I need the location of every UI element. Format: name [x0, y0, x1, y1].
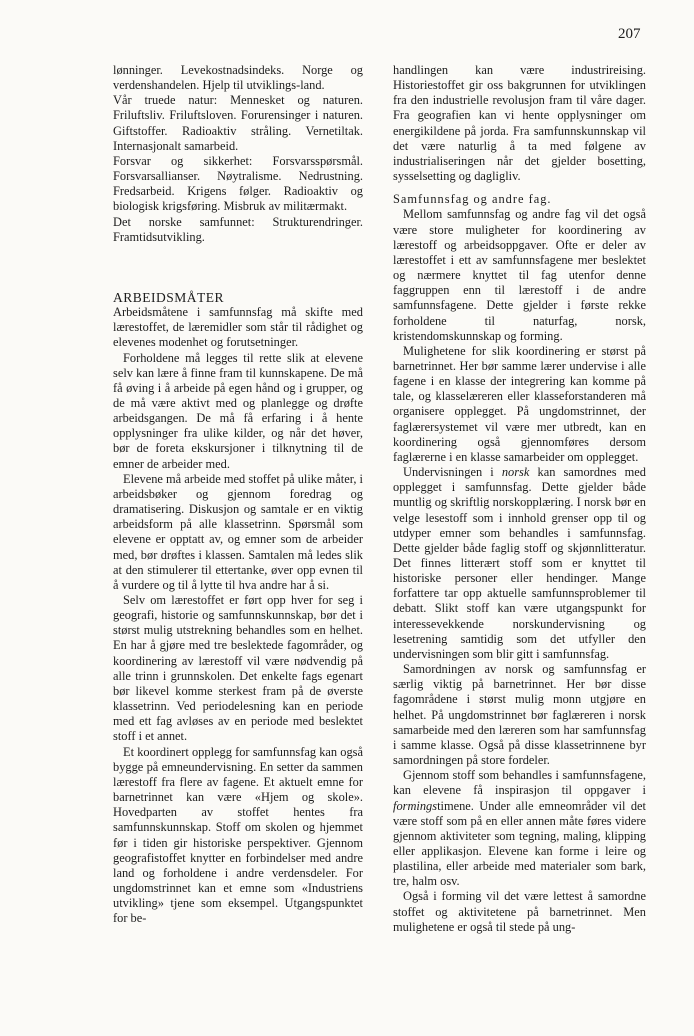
paragraph [393, 465, 646, 662]
section-heading: ARBEIDSMÅTER [113, 289, 225, 305]
topic-defence: Forsvar og sikkerhet: Forsvarsspørsmål. Forsvarsallianser. Nøytralisme. Nedrustning. Fredsarbeid. Krigens følger. Radioaktiv og biologisk krigsføring. Misbruk av militærmakt. [113, 153, 363, 214]
text-run: Gjennom stoff som behandles i samfunnsfagene, kan elevene få inspirasjon til oppgaver i [393, 768, 646, 798]
section-gap [393, 184, 646, 192]
paragraph: Samordningen av norsk og samfunnsfag er særlig viktig på barnetrinnet. Her bør disse fagområdene i størst mulig monn utgjøre en helhet. På ungdomstrinnet bør faglæreren i norsk samarbeide med den læreren som har samfunnsfag i samme klasse. Også på disse klassetrinnene byr samordningen på store fordeler. [393, 662, 646, 768]
paragraph-continued: handlingen kan være industrireising. Historiestoffet gir oss bakgrunnen for utviklingen fra den industrielle revolusjon fram til våre dager. Fra geografien kan vi hente opplysninger om energikildene på jorda. Fra samfunnskunnskap vil det være naturlig å ta med følgene av industrialiseringen når det gjelder bosetting, sysselsetting og dagligliv. [393, 63, 646, 184]
page-number: 207 [618, 26, 641, 42]
paragraph: Mellom samfunnsfag og andre fag vil det også være store muligheter for koordinering av lærestoff og arbeidsoppgaver. Ofte er deler av lærestoffet i ett av samfunnsfagene mer beslektet og nærmere knyttet til fag utenfor denne faggruppen enn til lærestoff i de andre samfunnsfagene. Dette gjelder i første rekke forholdene til naturfag, norsk, kristendomskunnskap og forming. [393, 207, 646, 343]
topic-economy: lønninger. Levekostnadsindeks. Norge og verdenshandelen. Hjelp til utviklings-land. [113, 63, 363, 93]
paragraph: Også i forming vil det være lettest å samordne stoffet og aktivitetene på barnetrinnet. Men mulighetene er også til stede på ung- [393, 889, 646, 934]
paragraph: Elevene må arbeide med stoffet på ulike måter, i arbeidsbøker og gjennom foredrag og dramatisering. Diskusjon og samtale er en viktig arbeidsform på alle klassetrinn. Spørsmål som elevene er opptatt av, og emner som de arbeider med, bør drøftes i klassen. Samtalen må ledes slik at den stimulerer til ettertanke, øver opp evnen til å vurdere og til å lytte til hva andre har å si. [113, 471, 363, 592]
section-gap [113, 245, 363, 290]
paragraph: Forholdene må legges til rette slik at elevene selv kan lære å finne fram til kunnskapene. De må få øving i å arbeide på egen hånd og i grupper, og de må være aktivt med og planlegge og drøfte arbeidsgangen. De må få erfaring i å hente opplysninger fra ulike kilder, og når det høver, bør de foreta ekskursjoner i tilknytning til de emner de arbeider med. [113, 350, 363, 471]
subsection-heading: Samfunnsfag og andre fag. [393, 192, 552, 207]
left-column [113, 63, 363, 926]
paragraph: Et koordinert opplegg for samfunnsfag kan også bygge på emneundervisning. En setter da sammen lærestoff fra flere av fagene. Et aktuelt emne for barnetrinnet kan være «Hjem og skole». Hovedparten av stoffet hentes fra samfunnskunnskap. Stoff om skolen og hjemmet før i tiden gir historiske perspektiver. Gjennom geografistoffet knytter en forbindelser med andre land og forholdene i andre verdensdeler. For ungdomstrinnet kan et emne som «Industriens utvikling» tjene som eksempel. Utgangspunktet for be- [113, 744, 363, 926]
emphasis: norsk [501, 465, 530, 480]
topic-society: Det norske samfunnet: Strukturendringer. Framtidsutvikling. [113, 214, 363, 244]
right-column [393, 63, 646, 935]
paragraph [393, 768, 646, 889]
topic-nature: Vår truede natur: Mennesket og naturen. Friluftsliv. Friluftsloven. Forurensinger i naturen. Giftstoffer. Radioaktiv stråling. Vernetiltak. Internasjonalt samarbeid. [113, 93, 363, 153]
text-run: timene. Under alle emneområder vil det være stoff som på en eller annen måte føres videre gjennom aktiviteter som tegning, maling, klipping eller applikasjon. Elevene kan forme i leire og plastilina, eller arbeide med materialer som bark, tre, halm osv. [393, 798, 646, 889]
paragraph: Arbeidsmåtene i samfunnsfag må skifte med lærestoffet, de læremidler som står til rådighet og elevenes modenhet og forutsetninger. [113, 305, 363, 350]
paragraph: Mulighetene for slik koordinering er størst på barnetrinnet. Her bør samme lærer undervise i alle fagene i en klasse der integrering kan komme på tale, og klasselæreren eller klasseforstanderen må organisere opplegget. På ungdomstrinnet, der faglærersystemet vil være mer utbredt, kan en koordinering også gjennomføres dersom faglærerne i en klasse samarbeider om opplegget. [393, 343, 646, 464]
text-run: Undervisningen i [403, 465, 502, 480]
emphasis: formings [393, 798, 438, 813]
paragraph: Selv om lærestoffet er ført opp hver for seg i geografi, historie og samfunnskunnskap, bør det i størst mulig utstrekning behandles som en helhet. En har å gjøre med tre beslektede fagområder, og koordinering av lærestoff vil være nødvendig på alle trinn i grunnskolen. Det enkelte fags egenart bør likevel komme sterkest fram på de øverste klassetrinn. Ved periodelesning kan en periode med ett fag avløses av en periode med beslektet stoff i et annet. [113, 593, 363, 744]
text-run: kan samordnes med opplegget i samfunnsfag. Dette gjelder både muntlig og skriftlig norskopplæring. I norsk bør en velge lesestoff som i innhold grenser opp til og utdyper emner som behandles i samfunnsfag. Dette gjelder både faglig stoff og skjønnlitteratur. Det finnes litterært stoff som er knyttet til historiske personer eller hendinger. Mange forfattere tar opp aktuelle samfunnsproblemer til debatt. Slikt stoff kan være utgangspunkt for interessevekkende norskundervisning og lesetrening samtidig som det utfyller den undervisningen som blir gitt i samfunnsfag. [393, 465, 646, 661]
